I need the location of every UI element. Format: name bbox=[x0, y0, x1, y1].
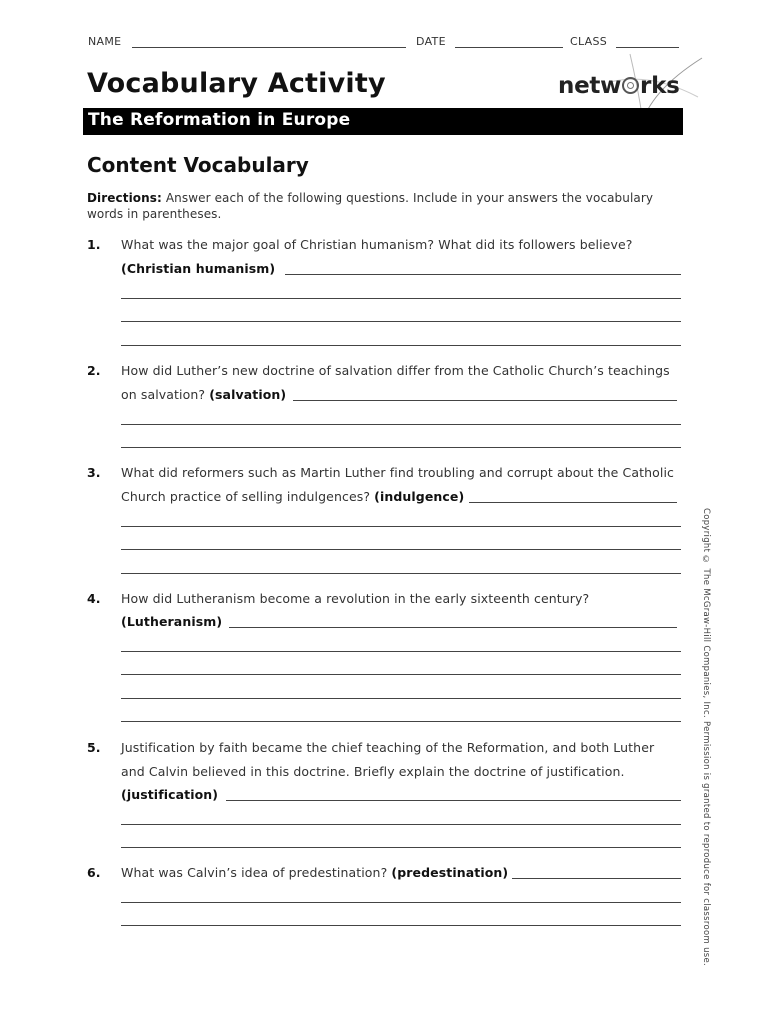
answer-line[interactable] bbox=[121, 345, 681, 346]
networks-logo bbox=[558, 73, 679, 99]
question-number: 4. bbox=[87, 591, 101, 606]
answer-line[interactable] bbox=[512, 878, 681, 879]
question-text-cont: on salvation? (salvation) bbox=[121, 387, 287, 402]
question-number: 1. bbox=[87, 237, 101, 252]
answer-line[interactable] bbox=[293, 400, 677, 401]
name-label: NAME bbox=[88, 35, 122, 48]
vocab-term: (Lutheranism) bbox=[121, 614, 223, 629]
answer-line[interactable] bbox=[121, 721, 681, 722]
question-text: What was the major goal of Christian humanism? What did its followers believe? bbox=[121, 237, 633, 252]
vocab-term: (justification) bbox=[121, 787, 219, 802]
question-number: 2. bbox=[87, 363, 101, 378]
subtitle-banner bbox=[83, 108, 683, 135]
answer-line[interactable] bbox=[121, 424, 681, 425]
answer-line[interactable] bbox=[121, 698, 681, 699]
question-number: 6. bbox=[87, 865, 101, 880]
name-field[interactable] bbox=[132, 47, 406, 48]
answer-line[interactable] bbox=[121, 447, 681, 448]
answer-line[interactable] bbox=[121, 321, 681, 322]
answer-line[interactable] bbox=[285, 274, 681, 275]
question-number: 5. bbox=[87, 740, 101, 755]
answer-line[interactable] bbox=[226, 800, 681, 801]
answer-line[interactable] bbox=[121, 651, 681, 652]
answer-line[interactable] bbox=[229, 627, 677, 628]
question-text: Justification by faith became the chief teaching of the Reformation, and both Luther bbox=[121, 740, 655, 755]
directions-text: Answer each of the following questions. Include in your answers the vocabulary words in parentheses. bbox=[87, 191, 654, 221]
answer-line[interactable] bbox=[121, 573, 681, 574]
answer-line[interactable] bbox=[121, 674, 681, 675]
question-number: 3. bbox=[87, 465, 101, 480]
copyright-notice: Copyright © The McGraw-Hill Companies, Inc. Permission is granted to reproduce for classroom use. bbox=[701, 508, 711, 967]
logo-o-icon bbox=[622, 77, 639, 94]
question-text-cont: Church practice of selling indulgences? (indulgence) bbox=[121, 489, 465, 504]
answer-line[interactable] bbox=[121, 298, 681, 299]
logo-text-end: rks bbox=[640, 73, 680, 99]
class-field[interactable] bbox=[616, 47, 679, 48]
question-text-cont: and Calvin believed in this doctrine. Briefly explain the doctrine of justification. bbox=[121, 764, 625, 779]
class-label: CLASS bbox=[570, 35, 608, 48]
answer-line[interactable] bbox=[121, 902, 681, 903]
question-text: What was Calvin’s idea of predestination? (predestination) bbox=[121, 865, 509, 880]
page-title: Vocabulary Activity bbox=[87, 68, 386, 99]
date-field[interactable] bbox=[455, 47, 563, 48]
answer-line[interactable] bbox=[121, 824, 681, 825]
question-text: How did Luther’s new doctrine of salvation differ from the Catholic Church’s teachings bbox=[121, 363, 670, 378]
section-title: Content Vocabulary bbox=[87, 153, 309, 177]
logo-text-start: netw bbox=[558, 73, 622, 99]
answer-line[interactable] bbox=[121, 847, 681, 848]
answer-line[interactable] bbox=[121, 925, 681, 926]
vocab-term: (Christian humanism) bbox=[121, 261, 276, 276]
question-text: How did Lutheranism become a revolution in the early sixteenth century? bbox=[121, 591, 590, 606]
question-text: What did reformers such as Martin Luther find troubling and corrupt about the Catholic bbox=[121, 465, 674, 480]
answer-line[interactable] bbox=[469, 502, 677, 503]
answer-line[interactable] bbox=[121, 526, 681, 527]
directions-label: Directions: bbox=[87, 191, 162, 205]
student-info-fields bbox=[88, 35, 680, 51]
directions bbox=[87, 190, 687, 222]
answer-line[interactable] bbox=[121, 549, 681, 550]
chapter-subtitle: The Reformation in Europe bbox=[88, 110, 351, 130]
date-label: DATE bbox=[416, 35, 446, 48]
